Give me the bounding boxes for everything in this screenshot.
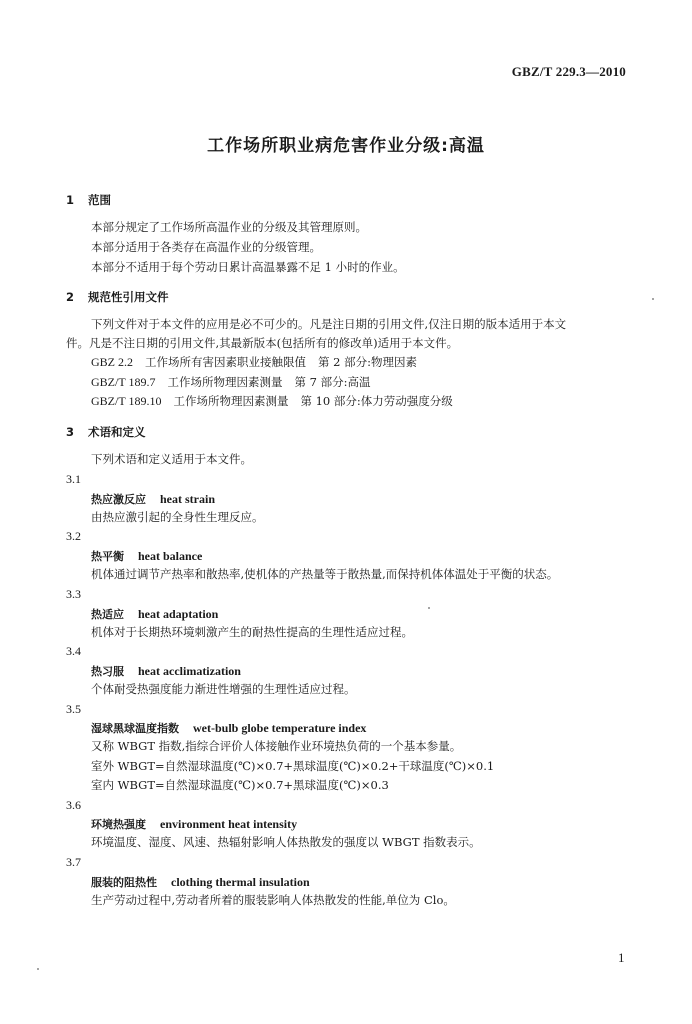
reference-item (91, 375, 370, 390)
scan-speck (37, 968, 39, 970)
term-en: heat strain (160, 492, 215, 506)
term-number: 3.2 (66, 529, 81, 543)
term-definition: 个体耐受热强度能力渐进性增强的生理性适应过程。 (91, 682, 356, 696)
section-title: 术语和定义 (88, 425, 146, 439)
section-number: 2 (66, 290, 75, 304)
section-title: 规范性引用文件 (88, 290, 169, 304)
formula-outdoor: 室外 WBGT=自然湿球温度(℃)×0.7+黑球温度(℃)×0.2+干球温度(℃)×0.1 (91, 759, 495, 773)
term-number: 3.7 (66, 855, 81, 869)
reference-part: 第 2 部分:物理因素 (318, 355, 418, 369)
term-number: 3.1 (66, 472, 81, 486)
term-en: clothing thermal insulation (171, 875, 310, 889)
reference-part: 第 7 部分:高温 (294, 375, 371, 389)
reference-name: 工作场所物理因素测量 (173, 394, 289, 408)
term-definition: 机体对于长期热环境刺激产生的耐热性提高的生理性适应过程。 (91, 625, 413, 639)
paragraph: 件。凡是不注日期的引用文件,其最新版本(包括所有的修改单)适用于本文件。 (66, 336, 459, 350)
section-1-heading (66, 192, 111, 208)
term-heading (91, 663, 241, 679)
reference-name: 工作场所有害因素职业接触限值 (145, 355, 306, 369)
term-heading (91, 816, 297, 832)
term-heading (91, 720, 366, 736)
term-number: 3.5 (66, 702, 81, 716)
term-heading (91, 606, 218, 622)
term-heading (91, 548, 202, 564)
formula-indoor: 室内 WBGT=自然湿球温度(℃)×0.7+黑球温度(℃)×0.3 (91, 778, 389, 792)
reference-code: GBZ/T 189.7 (91, 375, 156, 389)
section-3-heading (66, 424, 146, 440)
term-en: heat balance (138, 549, 203, 563)
standard-code: GBZ/T 229.3—2010 (511, 64, 626, 79)
paragraph: 本部分不适用于每个劳动日累计高温暴露不足 1 小时的作业。 (91, 260, 405, 274)
term-zh: 热应激反应 (91, 493, 146, 506)
paragraph: 下列文件对于本文件的应用是必不可少的。凡是注日期的引用文件,仅注日期的版本适用于本文 (91, 317, 567, 331)
reference-item (91, 394, 453, 409)
term-zh: 热适应 (91, 608, 124, 621)
reference-part: 第 10 部分:体力劳动强度分级 (300, 394, 453, 408)
section-2-heading (66, 289, 169, 305)
term-definition: 由热应激引起的全身性生理反应。 (91, 510, 264, 524)
document-title: 工作场所职业病危害作业分级:高温 (207, 136, 485, 156)
term-zh: 热习服 (91, 665, 124, 678)
term-definition: 环境温度、湿度、风速、热辐射影响人体热散发的强度以 WBGT 指数表示。 (91, 835, 481, 849)
term-definition: 机体通过调节产热率和散热率,使机体的产热量等于散热量,而保持机体体温处于平衡的状态。 (91, 567, 559, 581)
reference-name: 工作场所物理因素测量 (167, 375, 283, 389)
term-heading (91, 491, 215, 507)
paragraph: 下列术语和定义适用于本文件。 (91, 452, 252, 466)
reference-item (91, 355, 417, 370)
term-en: wet-bulb globe temperature index (193, 721, 367, 735)
term-en: environment heat intensity (160, 817, 298, 831)
reference-code: GBZ 2.2 (91, 355, 133, 369)
term-heading (91, 874, 310, 890)
term-zh: 环境热强度 (91, 818, 146, 831)
paragraph: 本部分适用于各类存在高温作业的分级管理。 (91, 240, 321, 254)
term-en: heat acclimatization (138, 664, 241, 678)
reference-code: GBZ/T 189.10 (91, 394, 162, 408)
page-number: 1 (618, 950, 625, 965)
term-zh: 服装的阻热性 (91, 876, 157, 889)
term-definition: 生产劳动过程中,劳动者所着的服装影响人体热散发的性能,单位为 Clo。 (91, 893, 455, 907)
paragraph: 本部分规定了工作场所高温作业的分级及其管理原则。 (91, 220, 367, 234)
scan-speck (652, 298, 654, 300)
section-title: 范围 (88, 193, 111, 207)
term-en: heat adaptation (138, 607, 219, 621)
term-number: 3.6 (66, 798, 81, 812)
term-number: 3.4 (66, 644, 81, 658)
term-zh: 湿球黑球温度指数 (91, 722, 179, 735)
section-number: 3 (66, 425, 75, 439)
scan-speck (428, 607, 430, 609)
section-number: 1 (66, 193, 75, 207)
term-number: 3.3 (66, 587, 81, 601)
term-definition: 又称 WBGT 指数,指综合评价人体接触作业环境热负荷的一个基本参量。 (91, 739, 462, 753)
term-zh: 热平衡 (91, 550, 124, 563)
